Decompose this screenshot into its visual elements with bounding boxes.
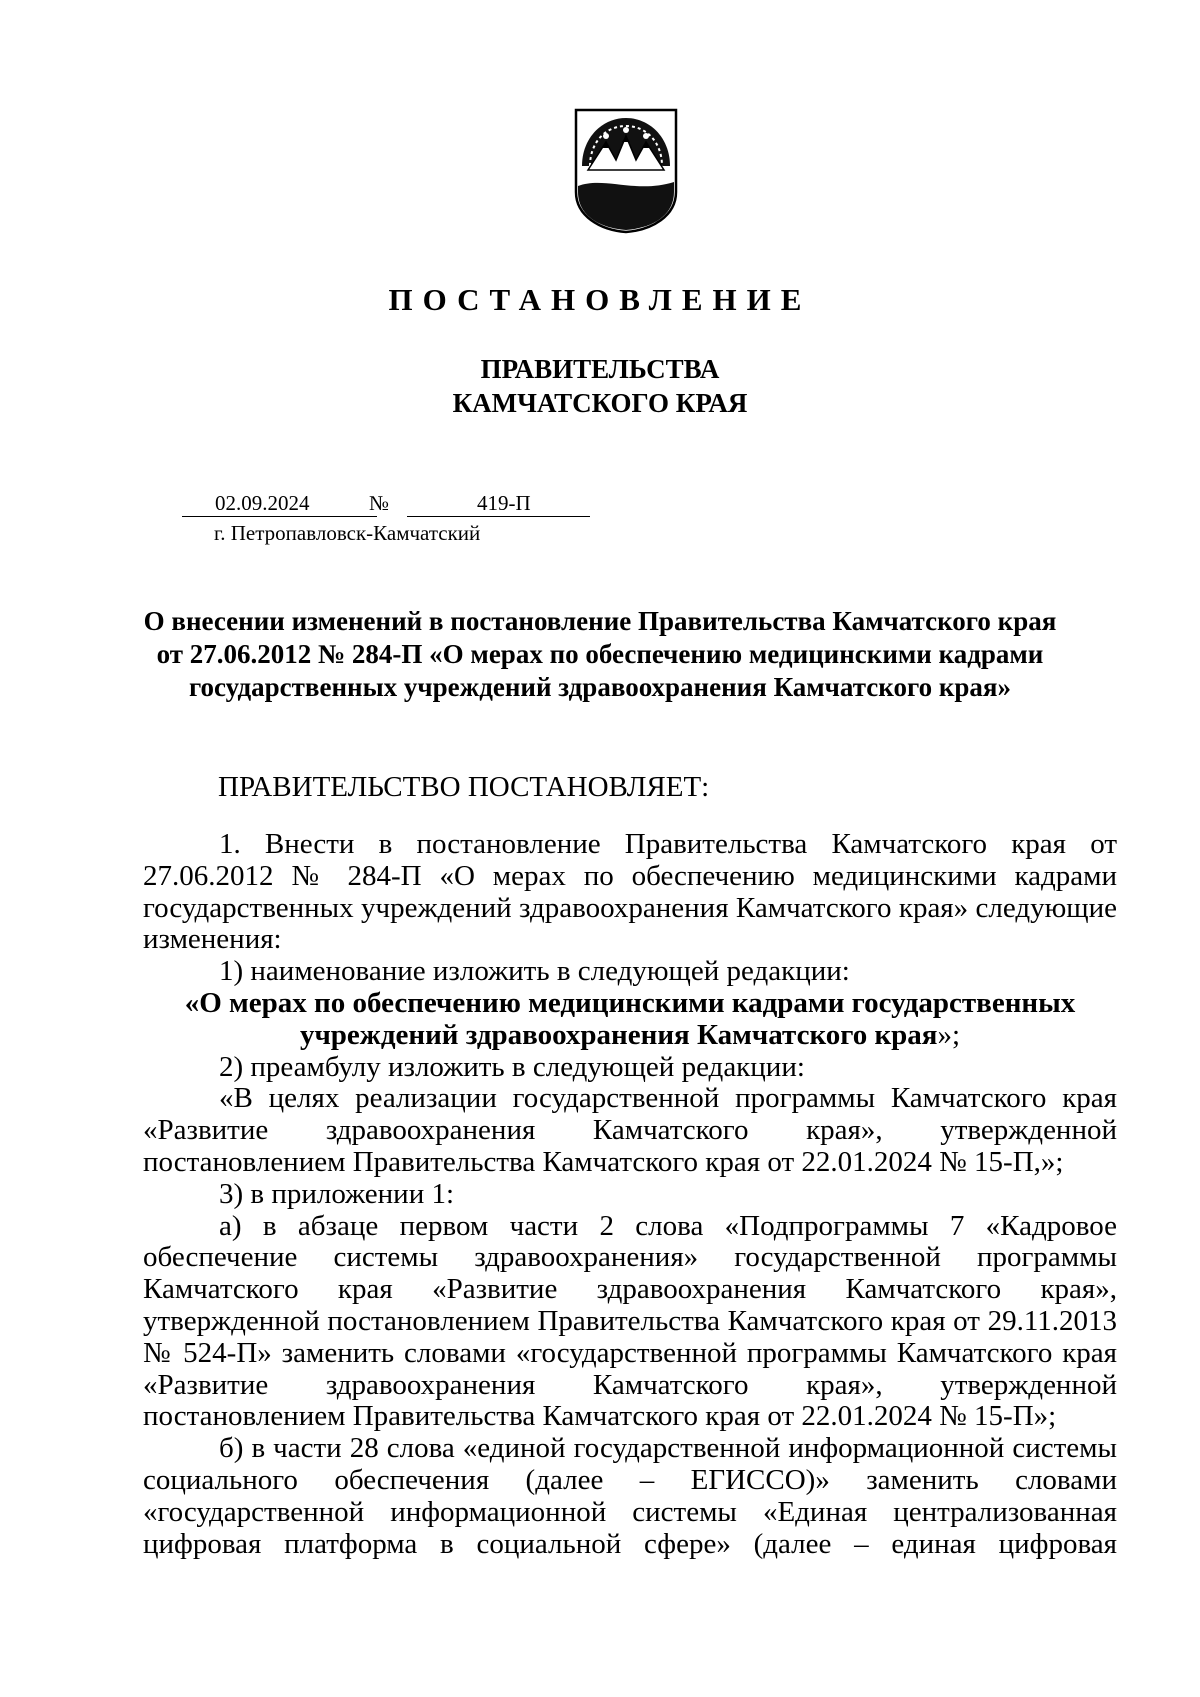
decree-heading: ПРАВИТЕЛЬСТВО ПОСТАНОВЛЯЕТ:	[218, 771, 710, 803]
new-title-line-2: учреждений здравоохранения Камчатского края	[299, 1018, 938, 1051]
issuer-line-2: КАМЧАТСКОГО КРАЯ	[452, 388, 748, 418]
new-title-line-1: «О мерах по обеспечению медицинскими кадрами государственных	[184, 986, 1076, 1019]
document-number: 419-П	[477, 491, 531, 515]
paragraph-subitem-b: б) в части 28 слова «единой государственной информационной системы социального обеспечения (далее – ЕГИССО)» заменить словами «государственной информационной системы «Единая централизованная цифровая платформа в социальной сфере» (далее – единая цифровая	[143, 1432, 1117, 1560]
paragraph-subitem-2: 2) преамбулу изложить в следующей редакции:	[219, 1050, 805, 1083]
paragraph-subitem-a: а) в абзаце первом части 2 слова «Подпрограммы 7 «Кадровое обеспечение системы здравоохранения» государственной программы Камчатского края «Развитие здравоохранения Камчатского края», утвержденной постановлением Правительства Камчатского края от 29.11.2013 № 524-П» заменить словами «государственной программы Камчатского края «Развитие здравоохранения Камчатского края», утвержденной постановлением Правительства Камчатского края от 22.01.2024 № 15-П»;	[143, 1209, 1117, 1433]
document-date: 02.09.2024	[215, 491, 310, 515]
subject-line-3: государственных учреждений здравоохранения Камчатского края»	[188, 672, 1012, 702]
document-subject	[100, 605, 1100, 704]
document-body	[143, 829, 1117, 1560]
paragraph-subitem-3: 3) в приложении 1:	[219, 1177, 455, 1210]
new-title-quote	[143, 988, 1117, 1052]
subject-line-2: от 27.06.2012 № 284-П «О мерах по обеспечению медицинскими кадрами	[156, 639, 1044, 669]
registration-line	[182, 490, 602, 518]
issuer-block	[0, 352, 1200, 420]
paragraph-item-1: 1. Внести в постановление Правительства Камчатского края от 27.06.2012 № 284-П «О мерах по обеспечению медицинскими кадрами государственных учреждений здравоохранения Камчатского края» следующие изменения:	[143, 828, 1117, 956]
coat-of-arms-emblem	[574, 108, 678, 234]
new-title-tail: »;	[937, 1018, 961, 1051]
issuer-line-1: ПРАВИТЕЛЬСТВА	[480, 354, 720, 384]
paragraph-preamble-text: «В целях реализации государственной программы Камчатского края «Развитие здравоохранения Камчатского края», утвержденной постановлением Правительства Камчатского края от 22.01.2024 № 15-П,»;	[143, 1082, 1117, 1178]
paragraph-subitem-1: 1) наименование изложить в следующей редакции:	[219, 955, 850, 988]
number-sign: №	[369, 491, 390, 515]
document-type-title: ПОСТАНОВЛЕНИЕ	[388, 282, 812, 317]
issue-place: г. Петропавловск-Камчатский	[214, 521, 481, 545]
subject-line-1: О внесении изменений в постановление Правительства Камчатского края	[143, 606, 1057, 636]
